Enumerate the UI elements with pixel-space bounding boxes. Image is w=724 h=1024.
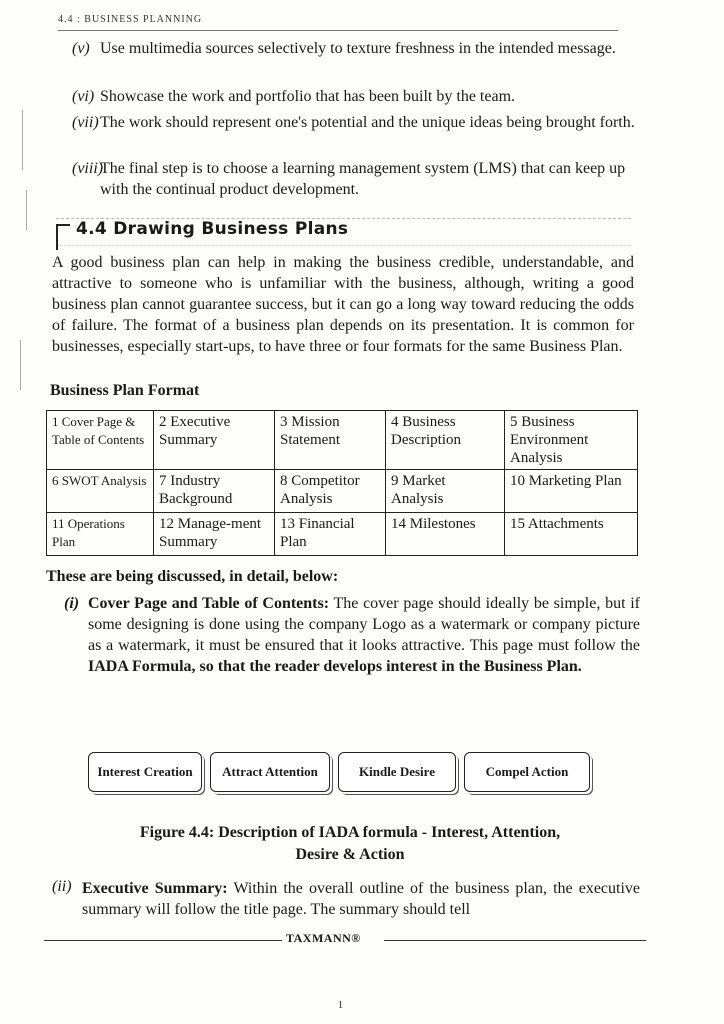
point-executive-summary [52, 878, 640, 920]
publisher-mark: TAXMANN® [286, 931, 361, 945]
margin-mark [20, 340, 21, 390]
table-cell: 3 Mission Statement [275, 411, 386, 470]
table-row [47, 513, 638, 556]
table-cell: 13 Financial Plan [275, 513, 386, 556]
running-header: 4.4 : BUSINESS PLANNING [58, 14, 203, 25]
table-cell: 7 Industry Background [154, 470, 275, 513]
table-cell: 15 Attachments [505, 513, 638, 556]
figure-caption-line1: Figure 4.4: Description of IADA formula - Interest, Attention, [139, 824, 561, 841]
iada-box-attention: Attract Attention [210, 752, 330, 792]
item-text: Use multimedia sources selectively to texture freshness in the intended message. [100, 40, 616, 57]
point-heading: Cover Page and Table of Contents: [88, 595, 330, 612]
point-number: (ii) [52, 878, 72, 895]
table-cell: 14 Milestones [386, 513, 505, 556]
iada-box-interest: Interest Creation [88, 752, 202, 792]
table-cell: 9 Market Analysis [386, 470, 505, 513]
table-cell: 8 Competitor Analysis [275, 470, 386, 513]
item-text: The final step is to choose a learning management system (LMS) that can keep up with the continual product development. [100, 160, 626, 198]
table-cell: 12 Manage-ment Summary [154, 513, 275, 556]
table-heading: Business Plan Format [50, 382, 200, 399]
item-number: (vi) [72, 88, 95, 105]
item-number: (v) [72, 40, 90, 57]
margin-mark [26, 190, 27, 230]
iada-box-desire: Kindle Desire [338, 752, 456, 792]
section-bracket [56, 224, 70, 250]
item-text: Showcase the work and portfolio that has been built by the team. [100, 88, 516, 105]
table-cell: 5 Business Environment Analysis [505, 411, 638, 470]
business-plan-format-table [46, 410, 638, 556]
discussion-lead: These are being discussed, in detail, below: [46, 568, 339, 585]
list-item [72, 38, 652, 59]
list-item [72, 158, 652, 200]
iada-box-action: Compel Action [464, 752, 590, 792]
item-number: (viii) [72, 160, 104, 177]
figure-caption-line2: Desire & Action [295, 846, 405, 863]
point-emphasis: IADA Formula, so that the reader develops interest in the Business Plan. [88, 658, 582, 675]
page-number: 1 [338, 1000, 343, 1011]
point-number: (i) [64, 595, 80, 612]
table-cell: 11 Operations Plan [47, 513, 154, 556]
table-cell: 10 Marketing Plan [505, 470, 638, 513]
table-cell: 1 Cover Page & Table of Contents [47, 411, 154, 470]
list-item [72, 112, 652, 133]
item-number: (vii) [72, 114, 99, 131]
table-row [47, 411, 638, 470]
point-heading: Executive Summary: [82, 880, 228, 897]
point-body: The cover page should ideally be simple, but if some designing is done using the company Logo as a watermark or company picture as a watermark, it must be ensured that it looks attractive. This page must follow the [88, 595, 640, 654]
footer-rule-left [44, 940, 282, 941]
section-title: 4.4 Drawing Business Plans [76, 219, 349, 239]
table-cell: 4 Business Description [386, 411, 505, 470]
list-item [72, 86, 652, 107]
table-row [47, 470, 638, 513]
item-text: The work should represent one's potential and the unique ideas being brought forth. [100, 114, 635, 131]
table-cell: 6 SWOT Analysis [47, 470, 154, 513]
margin-mark [22, 110, 23, 170]
header-rule [58, 30, 618, 31]
point-cover-page [64, 593, 640, 677]
table-cell: 2 Executive Summary [154, 411, 275, 470]
intro-paragraph: A good business plan can help in making the business credible, understandable, and attractive to someone who is unfamiliar with the business, although, writing a good business plan cannot guarantee success, but it can go a long way toward reducing the odds of failure. The format of a business plan depends on its presentation. It is common for businesses, especially start-ups, to have three or four formats for the same Business Plan. [52, 254, 634, 355]
footer-rule-right [384, 940, 646, 941]
point-body: Within the overall outline of the business plan, the executive summary will follow the title page. The summary should tell [82, 880, 641, 918]
